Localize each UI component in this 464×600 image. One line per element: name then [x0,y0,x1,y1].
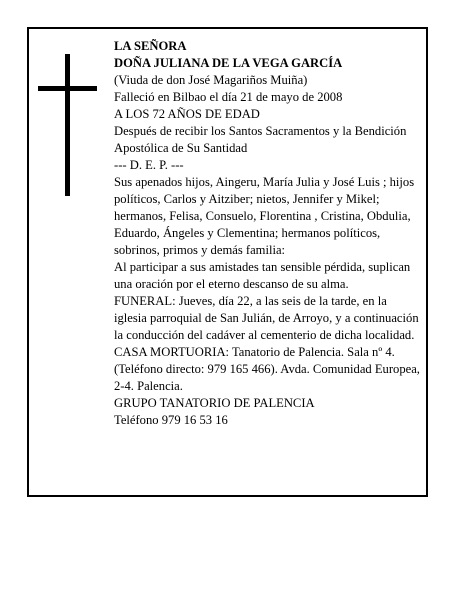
phone-line: Teléfono 979 16 53 16 [114,413,228,427]
notice-title: LA SEÑORA [114,39,187,53]
deceased-name: DOÑA JULIANA DE LA VEGA GARCÍA [114,56,343,70]
death-line: Falleció en Bilbao el día 21 de mayo de 2008 [114,90,343,104]
obituary-text [114,38,422,429]
request-paragraph: Al participar a sus amistades tan sensible pérdida, suplican una oración por el eterno descanso de su alma. [114,260,411,291]
cross-icon-vertical-bar [65,54,70,196]
cross-icon-horizontal-bar [38,86,97,91]
mortuary-paragraph: CASA MORTUORIA: Tanatorio de Palencia. Sala nº 4. (Teléfono directo: 979 165 466). Avda. Comunidad Europea, 2-4. Palencia. [114,345,420,393]
group-line: GRUPO TANATORIO DE PALENCIA [114,396,315,410]
widow-of-line: (Viuda de don José Magariños Muiña) [114,73,308,87]
sacraments-paragraph: Después de recibir los Santos Sacramentos y la Bendición Apostólica de Su Santidad [114,124,407,155]
funeral-paragraph: FUNERAL: Jueves, día 22, a las seis de la tarde, en la iglesia parroquial de San Julián, de Arroyo, y a continuación la conducción del cadáver al cementerio de dicha localidad. [114,294,419,342]
rip-line: --- D. E. P. --- [114,158,184,172]
age-line: A LOS 72 AÑOS DE EDAD [114,107,260,121]
family-paragraph: Sus apenados hijos, Aingeru, María Julia y José Luis ; hijos políticos, Carlos y Aitziber; nietos, Jennifer y Mikel; hermanos, Felisa, Consuelo, Florentina , Cristina, Obdulia, Eduardo, Ángeles y Clementina; hermanos políticos, sobrinos, primos y demás familia: [114,175,415,257]
